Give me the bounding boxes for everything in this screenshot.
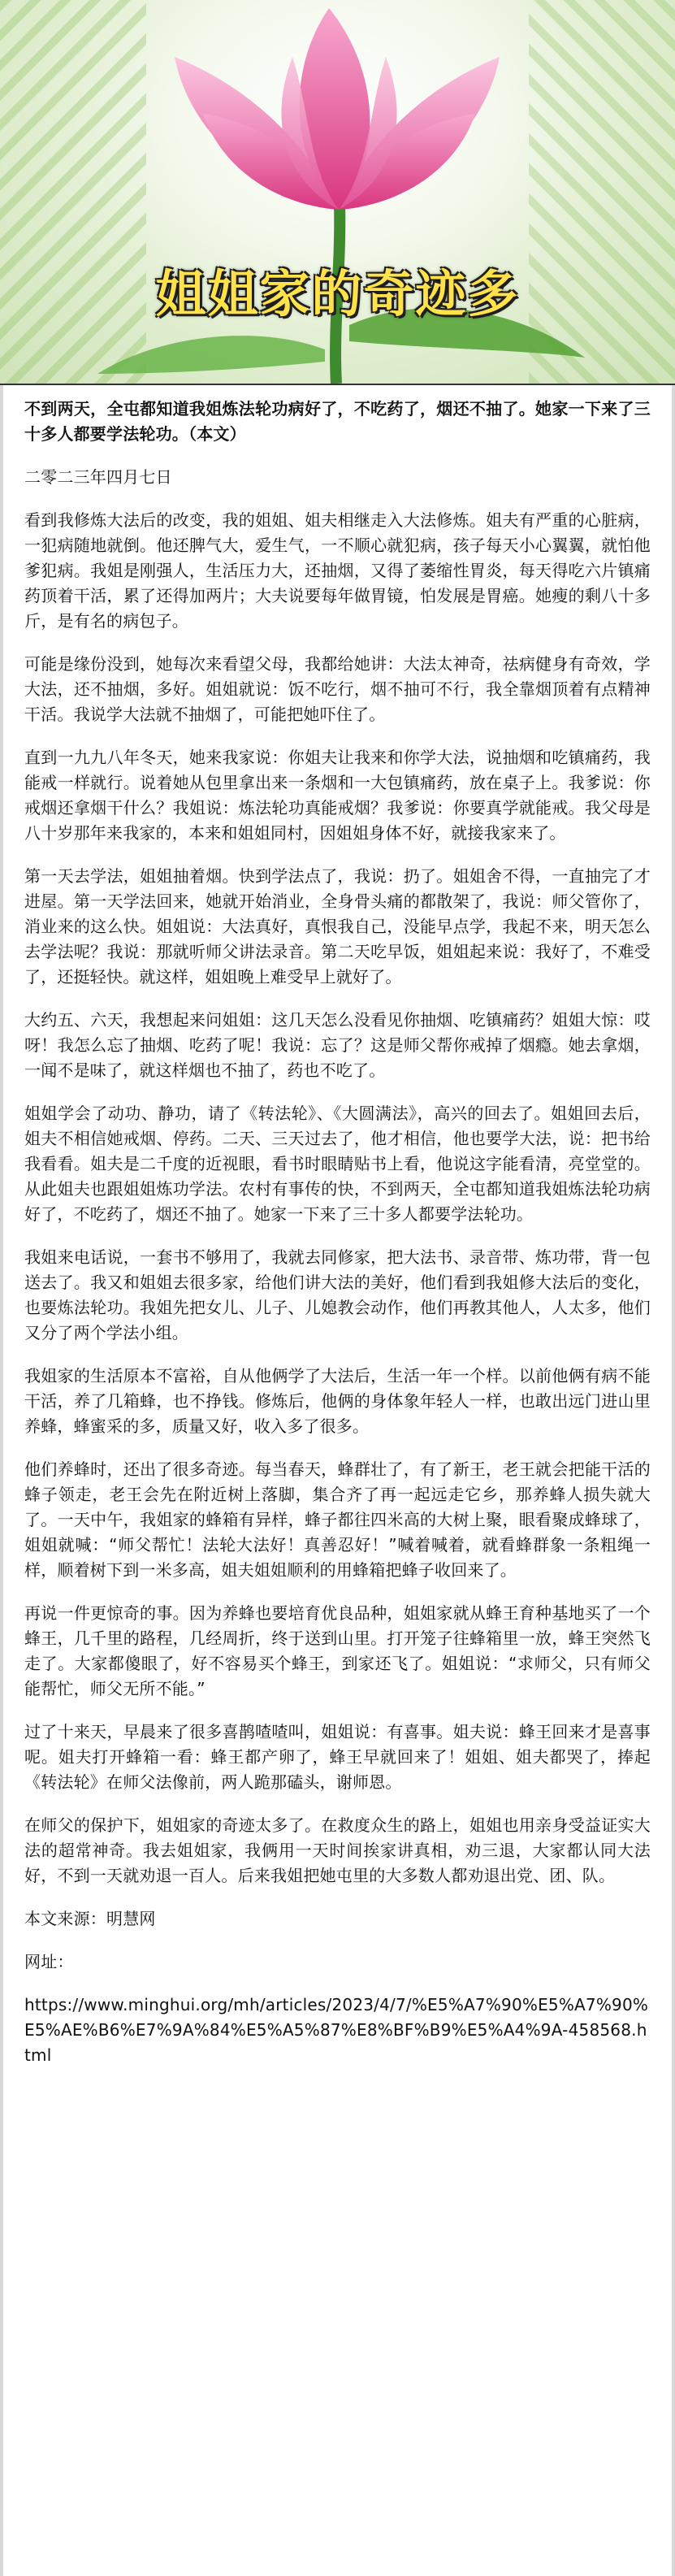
article-paragraph: 可能是缘份没到，她每次来看望父母，我都给她讲：大法太神奇，祛病健身有奇效，学大法，还不抽烟，多好。姐姐就说：饭不吃行，烟不抽可不行，我全靠烟顶着有点精神干活。我说学大法就不抽烟了，可能把她吓住了。 (24, 654, 651, 724)
article-paragraph: 看到我修炼大法后的改变，我的姐姐、姐夫相继走入大法修炼。姐夫有严重的心脏病，一犯病随地就倒。他还脾气大，爱生气，一不顺心就犯病，孩子每天小心翼翼，就怕他爹犯病。我姐是刚强人，生活压力大，还抽烟，又得了萎缩性胃炎，每天得吃六片镇痛药顶着干活，累了还得加两片；大夫说要每年做胃镜，怕发展是胃癌。她瘦的剩八十多斤，是有名的病包子。 (24, 510, 651, 631)
article-url-link[interactable]: https://www.minghui.org/mh/articles/2023/4/7/%E5%A7%90%E5%A7%90%E5%AE%B6%E7%9A%84%E5%A5%87%E8%BF%B9%E5%A4%9A-458568.html (24, 1995, 649, 2065)
article-paragraph: 我姐家的生活原本不富裕，自从他俩学了大法后，生活一年一个样。以前他俩有病不能干活，养了几箱蜂，也不挣钱。修炼后，他俩的身体象年轻人一样，也敢出远门进山里养蜂，蜂蜜采的多，质量又好，收入多了很多。 (24, 1366, 651, 1436)
article-paragraph: 他们养蜂时，还出了很多奇迹。每当春天，蜂群壮了，有了新王，老王就会把能干活的蜂子领走，老王会先在附近树上落脚，集合齐了再一起远走它乡，那养蜂人损失就大了。一天中午，我姐家的蜂箱有异样，蜂子都往四米高的大树上聚，眼看聚成蜂球了，姐姐就喊：“师父帮忙！法轮大法好！真善忍好！”喊着喊着，就看蜂群象一条粗绳一样，顺着树下到一米多高，姐夫姐姐顺利的用蜂箱把蜂子收回来了。 (24, 1459, 651, 1580)
article-date: 二零二三年四月七日 (24, 467, 172, 487)
article-paragraph: 第一天去学法，姐姐抽着烟。快到学法点了，我说：扔了。姐姐舍不得，一直抽完了才进屋。第一天学法回来，她就开始消业，全身骨头痛的都散架了，我说：师父管你了，消业来的这么快。姐姐说：大法真好，真恨我自己，没能早点学，我起不来，明天怎么去学法呢？我说：那就听师父讲法录音。第二天吃早饭，姐姐起来说：我好了，不难受了，还挺轻快。就这样，姐姐晚上难受早上就好了。 (24, 866, 651, 987)
article-lead: 不到两天，全屯都知道我姐炼法轮功病好了，不吃药了，烟还不抽了。她家一下来了三十多人都要学法轮功。（本文） (24, 399, 651, 444)
lotus-flower-illustration (0, 0, 675, 384)
article-paragraph: 大约五、六天，我想起来问姐姐：这几天怎么没看见你抽烟、吃镇痛药？姐姐大惊：哎呀！我怎么忘了抽烟、吃药了呢！我说：忘了？这是师父帮你戒掉了烟瘾。她去拿烟，一闻不是味了，就这样烟也不抽了，药也不吃了。 (24, 1010, 651, 1080)
article-paragraph: 过了十来天，早晨来了很多喜鹊喳喳叫，姐姐说：有喜事。姐夫说：蜂王回来才是喜事呢。姐夫打开蜂箱一看：蜂王都产卵了，蜂王早就回来了！姐姐、姐夫都哭了，捧起《转法轮》在师父法像前，两人跪那磕头，谢师恩。 (24, 1722, 651, 1792)
article-paragraph: 我姐来电话说，一套书不够用了，我就去同修家，把大法书、录音带、炼功带，背一包送去了。我又和姐姐去很多家，给他们讲大法的美好，他们看到我姐修大法后的变化，也要炼法轮功。我姐先把女儿、儿子、儿媳教会动作，他们再教其他人，人太多，他们又分了两个学法小组。 (24, 1247, 651, 1342)
hero-banner (0, 0, 675, 384)
article-paragraph: 在师父的保护下，姐姐家的奇迹太多了。在救度众生的路上，姐姐也用亲身受益证实大法的超常神奇。我去姐姐家，我俩用一天时间挨家讲真相，劝三退，大家都认同大法好，不到一天就劝退一百人。后来我姐把她屯里的大多数人都劝退出党、团、队。 (24, 1815, 651, 1885)
hero-title: 姐姐家的奇迹多 (155, 264, 520, 323)
article-paragraph: 直到一九九八年冬天，她来我家说：你姐夫让我来和你学大法，说抽烟和吃镇痛药，我能戒一样就行。说着她从包里拿出来一条烟和一大包镇痛药，放在桌子上。我爹说：你戒烟还拿烟干什么？我姐说：炼法轮功真能戒烟？我爹说：你要真学就能戒。我父母是八十岁那年来我家的，本来和姐姐同村，因姐姐身体不好，就接我家来了。 (24, 748, 651, 843)
article-source: 本文来源：明慧网 (24, 1909, 156, 1928)
article-url-label: 网址： (24, 1952, 74, 1971)
article-body (0, 384, 675, 2576)
article-paragraph: 再说一件更惊奇的事。因为养蜂也要培育优良品种，姐姐家就从蜂王育种基地买了一个蜂王，几千里的路程，几经周折，终于送到山里。打开笼子往蜂箱里一放，蜂王突然飞走了。大家都傻眼了，好不容易买个蜂王，到家还飞了。姐姐说：“求师父，只有师父能帮忙，师父无所不能。” (24, 1603, 651, 1698)
article-paragraph: 姐姐学会了动功、静功，请了《转法轮》、《大圆满法》，高兴的回去了。姐姐回去后，姐夫不相信她戒烟、停药。二天、三天过去了，他才相信，他也要学大法，说：把书给我看看。姐夫是二千度的近视眼，看书时眼睛贴书上看，他说这字能看清，亮堂堂的。从此姐夫也跟姐姐炼功学法。农村有事传的快，不到两天，全屯都知道我姐炼法轮功病好了，不吃药了，烟还不抽了。她家一下来了三十多人都要学法轮功。 (24, 1104, 651, 1224)
